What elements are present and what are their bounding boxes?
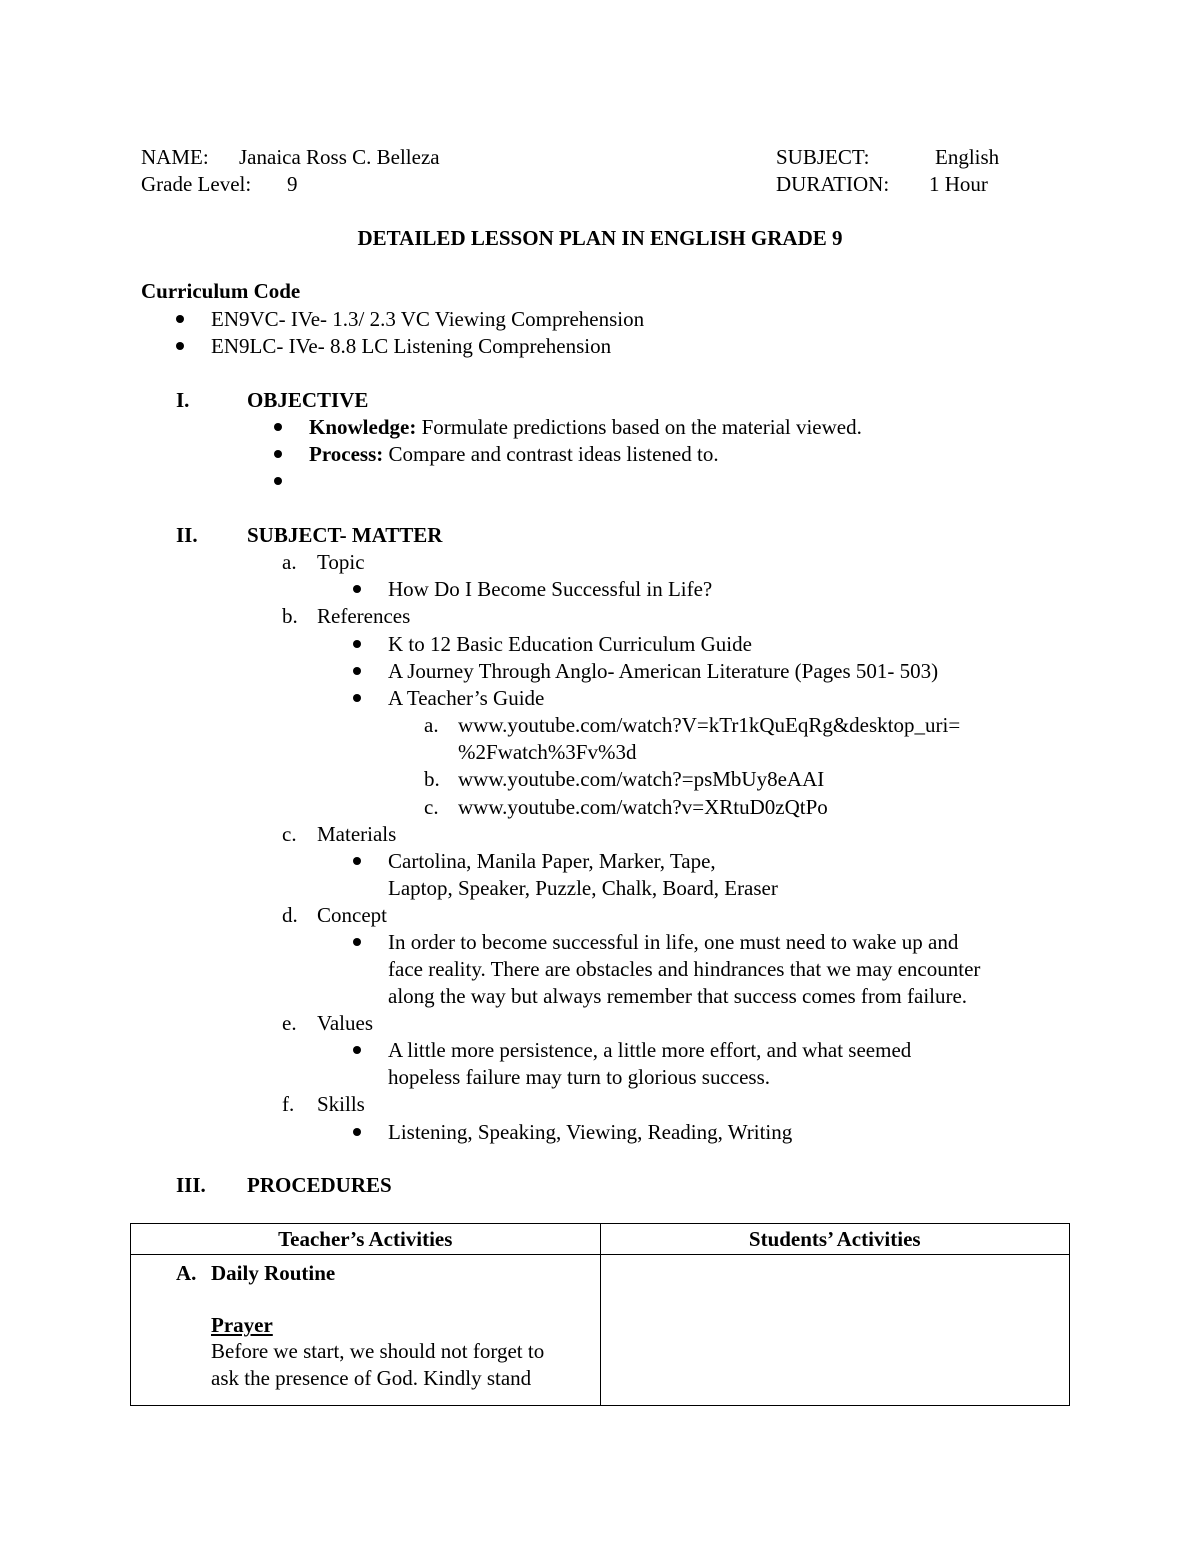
teacher-activities-header: Teacher’s Activities (131, 1224, 601, 1255)
curriculum-item: EN9LC- IVe- 8.8 LC Listening Comprehension (211, 334, 612, 358)
reference-link[interactable]: www.youtube.com/watch?v=XRtuD0zQtPo (458, 795, 828, 819)
objective-item-knowledge (309, 417, 862, 438)
link-letter: b. (424, 767, 440, 791)
materials-label: Materials (317, 822, 397, 846)
objective-text: Compare and contrast ideas listened to. (383, 442, 719, 466)
name-value: Janaica Ross C. Belleza (239, 145, 440, 169)
values-text: A little more persistence, a little more effort, and what seemed (388, 1038, 912, 1062)
duration-label: DURATION: (776, 172, 890, 196)
bullet-icon (353, 1128, 361, 1136)
values-label: Values (317, 1011, 373, 1035)
students-activities-cell (600, 1255, 1070, 1406)
bullet-icon (353, 938, 361, 946)
reference-link-continued[interactable]: %2Fwatch%3Fv%3d (458, 740, 637, 764)
bullet-icon (353, 694, 361, 702)
topic-label: Topic (317, 550, 365, 574)
materials-item-continued: Laptop, Speaker, Puzzle, Chalk, Board, Eraser (388, 876, 778, 900)
section-title: Daily Routine (211, 1261, 336, 1285)
table-header-row (131, 1224, 1070, 1255)
procedures-table (130, 1223, 1070, 1406)
reference-item: A Teacher’s Guide (388, 686, 545, 710)
values-text: hopeless failure may turn to glorious success. (388, 1065, 770, 1089)
prayer-text: ask the presence of God. Kindly stand (211, 1366, 532, 1390)
objective-label: Knowledge: (309, 415, 417, 439)
objective-item-process (309, 444, 719, 465)
grade-level-label: Grade Level: (141, 172, 252, 196)
link-letter: a. (424, 713, 439, 737)
grade-level-value: 9 (287, 172, 298, 196)
list-letter: b. (282, 604, 298, 628)
prayer-text: Before we start, we should not forget to (211, 1339, 545, 1363)
bullet-icon (353, 667, 361, 675)
bullet-icon (353, 585, 361, 593)
duration-value: 1 Hour (929, 172, 988, 196)
reference-item: K to 12 Basic Education Curriculum Guide (388, 632, 752, 656)
bullet-icon (353, 1046, 361, 1054)
objective-heading: OBJECTIVE (247, 388, 369, 412)
objective-numeral: I. (176, 388, 190, 412)
list-letter: a. (282, 550, 297, 574)
concept-text: along the way but always remember that success comes from failure. (388, 984, 968, 1008)
objective-label: Process: (309, 442, 384, 466)
list-letter: e. (282, 1011, 297, 1035)
bullet-icon (274, 477, 282, 485)
procedures-heading: PROCEDURES (247, 1173, 392, 1197)
bullet-icon (274, 423, 282, 431)
bullet-icon (353, 640, 361, 648)
references-label: References (317, 604, 411, 628)
list-letter: f. (282, 1092, 295, 1116)
list-letter: c. (282, 822, 297, 846)
bullet-icon (274, 450, 282, 458)
teacher-activities-cell (131, 1255, 601, 1406)
link-letter: c. (424, 795, 439, 819)
concept-label: Concept (317, 903, 387, 927)
prayer-heading: Prayer (211, 1313, 273, 1337)
procedures-numeral: III. (176, 1173, 206, 1197)
reference-link[interactable]: www.youtube.com/watch?=psMbUy8eAAI (458, 767, 825, 791)
reference-item: A Journey Through Anglo- American Literature (Pages 501- 503) (388, 659, 939, 683)
curriculum-item: EN9VC- IVe- 1.3/ 2.3 VC Viewing Comprehension (211, 307, 645, 331)
section-letter: A. (176, 1261, 197, 1285)
topic-item: How Do I Become Successful in Life? (388, 577, 713, 601)
list-letter: d. (282, 903, 298, 927)
subject-value: English (935, 145, 1000, 169)
subject-matter-numeral: II. (176, 523, 198, 547)
subject-label: SUBJECT: (776, 145, 870, 169)
students-activities-header: Students’ Activities (600, 1224, 1070, 1255)
concept-text: face reality. There are obstacles and hindrances that we may encounter (388, 957, 981, 981)
name-label: NAME: (141, 145, 209, 169)
materials-item: Cartolina, Manila Paper, Marker, Tape, (388, 849, 716, 873)
concept-text: In order to become successful in life, one must need to wake up and (388, 930, 959, 954)
bullet-icon (353, 857, 361, 865)
table-row (131, 1255, 1070, 1406)
skills-label: Skills (317, 1092, 365, 1116)
reference-link[interactable]: www.youtube.com/watch?V=kTr1kQuEqRg&desktop_uri= (458, 713, 961, 737)
objective-text: Formulate predictions based on the material viewed. (416, 415, 862, 439)
document-title: DETAILED LESSON PLAN IN ENGLISH GRADE 9 (357, 226, 843, 250)
subject-matter-heading: SUBJECT- MATTER (247, 523, 443, 547)
bullet-icon (176, 342, 184, 350)
curriculum-heading: Curriculum Code (141, 279, 301, 303)
bullet-icon (176, 315, 184, 323)
skills-item: Listening, Speaking, Viewing, Reading, Writing (388, 1120, 793, 1144)
